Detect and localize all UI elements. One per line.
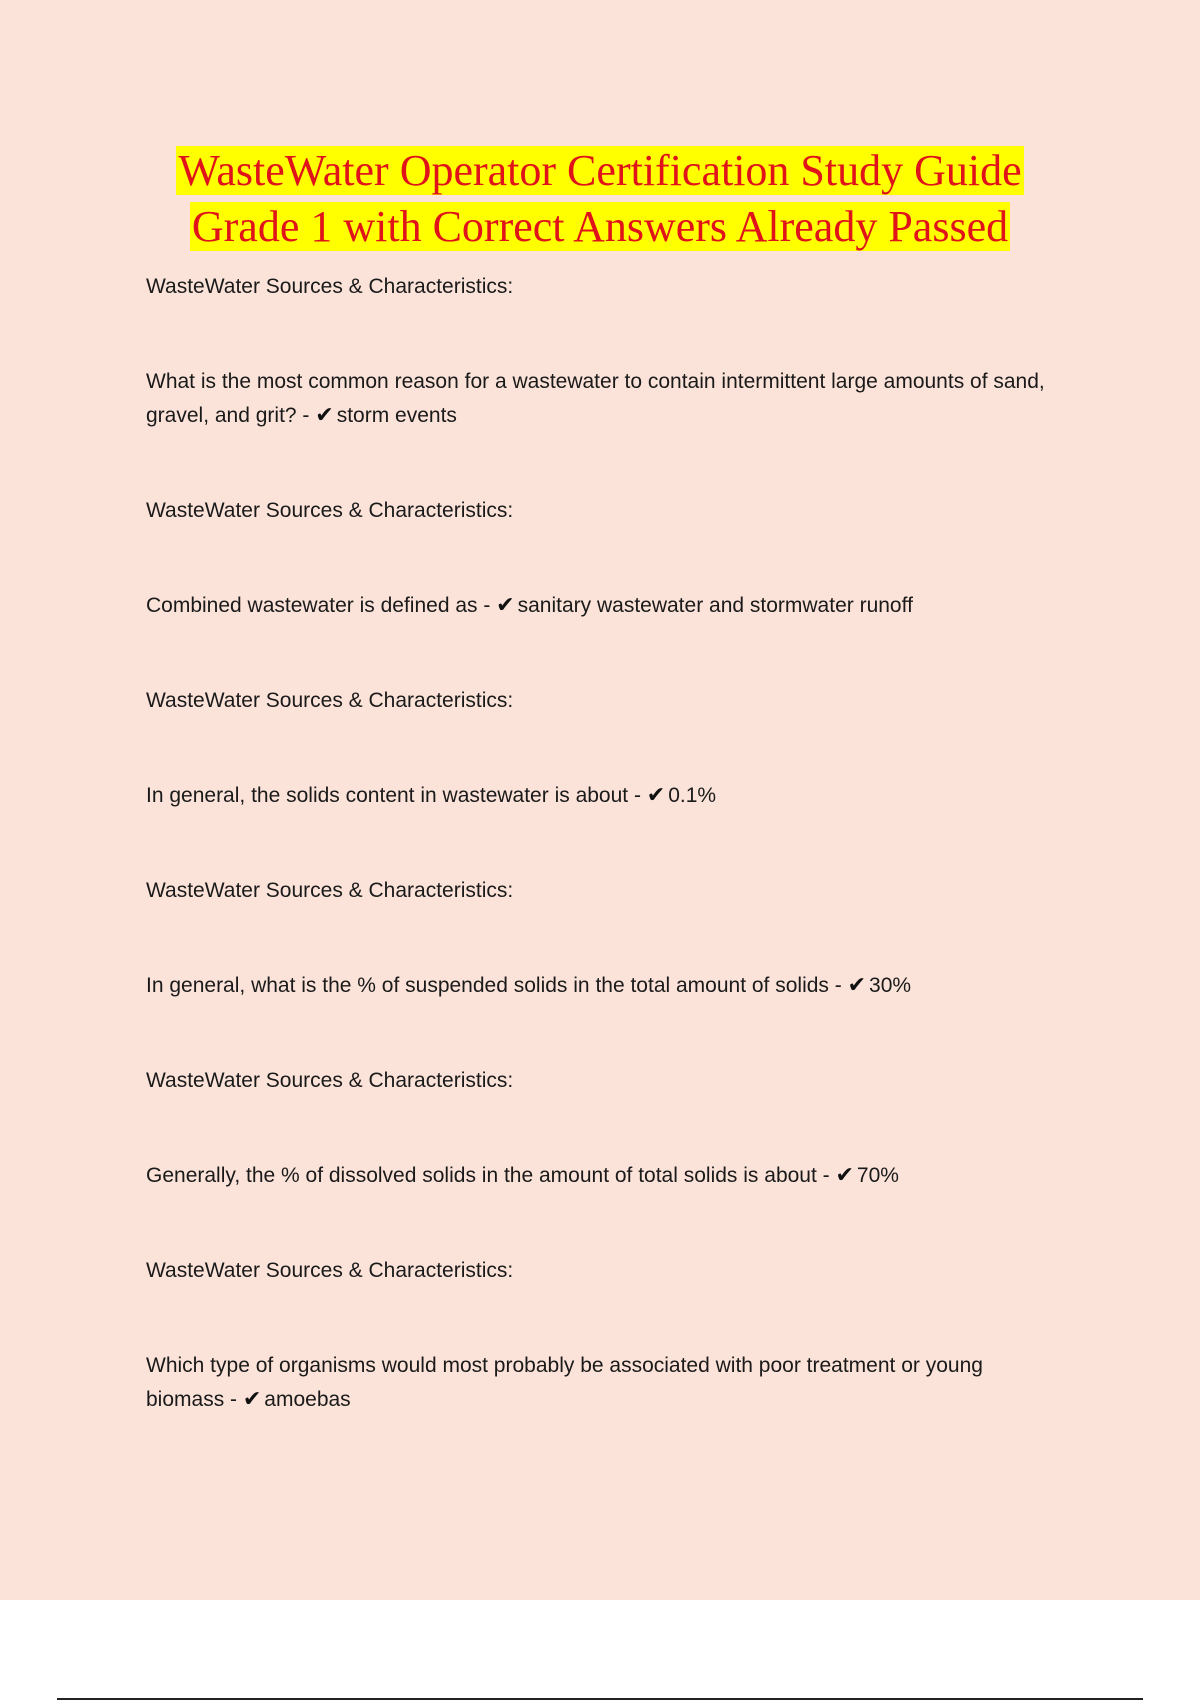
section-heading: WasteWater Sources & Characteristics:	[146, 1259, 514, 1282]
answer-text: storm events	[336, 404, 457, 427]
question-text: Which type of organisms would most probably be associated with poor treatment or young biomass -	[146, 1354, 983, 1411]
document-title	[0, 143, 1200, 255]
checkmark-icon: ✔	[315, 403, 334, 428]
section-heading: WasteWater Sources & Characteristics:	[146, 879, 514, 902]
section-heading: WasteWater Sources & Characteristics:	[146, 1069, 514, 1092]
question-answer	[146, 365, 1066, 433]
question-text: In general, what is the % of suspended solids in the total amount of solids -	[146, 974, 848, 997]
section-heading: WasteWater Sources & Characteristics:	[146, 689, 514, 712]
document-content	[146, 270, 1066, 1478]
answer-text: 0.1%	[668, 784, 717, 807]
section-heading: WasteWater Sources & Characteristics:	[146, 275, 514, 298]
question-answer	[146, 1349, 1066, 1417]
question-text: In general, the solids content in wastewater is about -	[146, 784, 647, 807]
answer-text: amoebas	[264, 1388, 351, 1411]
answer-text: 30%	[869, 974, 912, 997]
question-text: Combined wastewater is defined as -	[146, 594, 497, 617]
answer-text: sanitary wastewater and stormwater runoff	[517, 594, 913, 617]
checkmark-icon: ✔	[847, 973, 867, 998]
question-answer	[146, 1159, 1066, 1193]
question-text: Generally, the % of dissolved solids in the amount of total solids is about -	[146, 1164, 836, 1187]
checkmark-icon: ✔	[835, 1163, 854, 1188]
answer-text: 70%	[856, 1164, 899, 1187]
title-line-2: Grade 1 with Correct Answers Already Passed	[191, 202, 1009, 251]
checkmark-icon: ✔	[646, 783, 666, 808]
question-answer	[146, 589, 1066, 623]
question-answer	[146, 779, 1066, 813]
title-line-1: WasteWater Operator Certification Study Guide	[178, 146, 1022, 195]
checkmark-icon: ✔	[496, 593, 515, 618]
checkmark-icon: ✔	[242, 1387, 262, 1412]
section-heading: WasteWater Sources & Characteristics:	[146, 499, 514, 522]
question-answer	[146, 969, 1066, 1003]
question-text: What is the most common reason for a wastewater to contain intermittent large amounts of sand, gravel, and grit? -	[146, 370, 1045, 427]
